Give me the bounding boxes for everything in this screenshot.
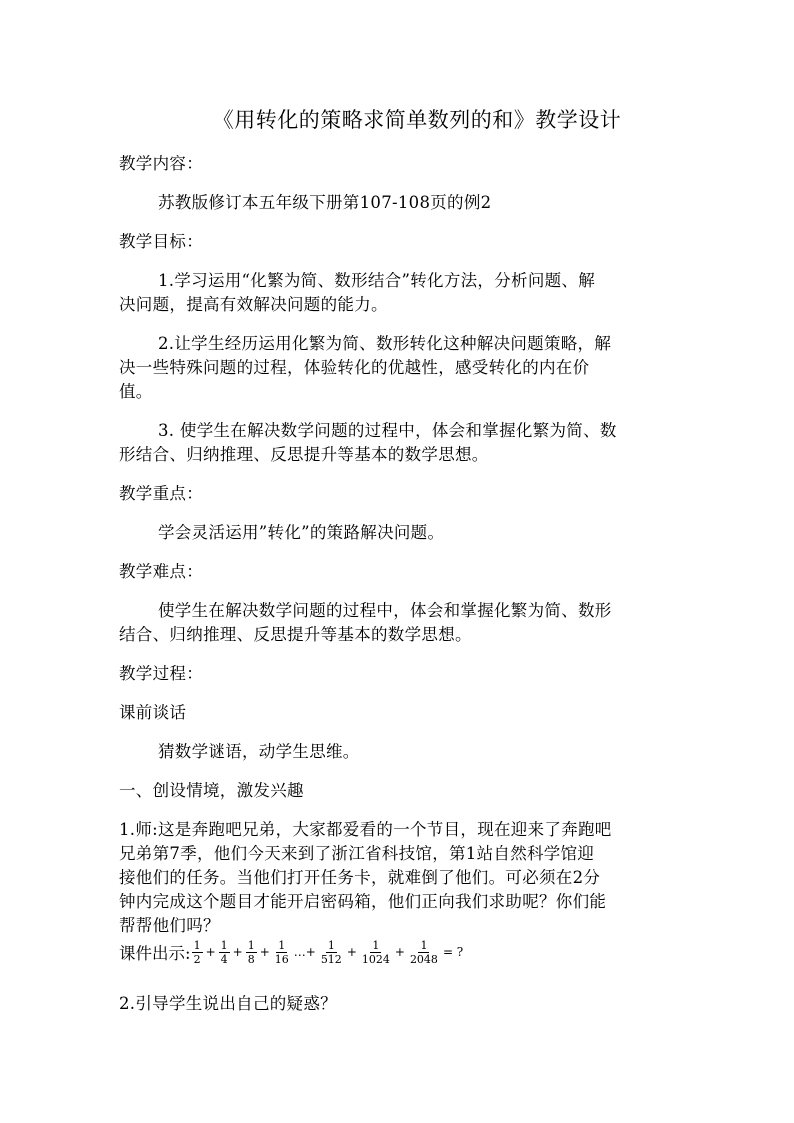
- ellipsis: …+: [293, 945, 316, 959]
- paragraph: 决问题，提高有效解决问题的能力。: [119, 295, 388, 314]
- fraction: $\frac{1}{8}$: [247, 938, 255, 966]
- section-heading-difficulties: 教学难点：: [119, 562, 203, 581]
- paragraph: 结合、归纳推理、反思提升等基本的数学思想。: [119, 625, 472, 644]
- section-heading-process: 教学过程：: [119, 664, 203, 683]
- paragraph: 接他们的任务。当他们打开任务卡，就难倒了他们。可必须在2分: [119, 868, 601, 887]
- equals-question: = ?: [442, 945, 464, 959]
- document-title: 《用转化的策略求简单数列的和》教学设计: [212, 108, 622, 132]
- paragraph: 3. 使学生在解决数学问题的过程中，体会和掌握化繁为简、数: [158, 421, 617, 440]
- plus-sign: +: [205, 945, 216, 959]
- fraction: $\frac{1}{512}$: [320, 938, 342, 966]
- fraction: $\frac{1}{2}$: [193, 938, 201, 966]
- section-heading-content: 教学内容：: [119, 154, 203, 173]
- formula-label: 课件出示:: [119, 944, 191, 963]
- paragraph: 猜数学谜语，动学生思维。: [158, 742, 360, 761]
- section-heading-objectives: 教学目标：: [119, 232, 203, 251]
- paragraph: 形结合、归纳推理、反思提升等基本的数学思想。: [119, 445, 489, 464]
- fraction: $\frac{1}{2048}$: [409, 938, 438, 966]
- paragraph: 学会灵活运用”转化”的策路解决问题。: [158, 523, 445, 542]
- paragraph: 兄弟第7季，他们今天来到了浙江省科技馆，第1站自然科学馆迎: [119, 844, 595, 863]
- plus-sign: +: [232, 945, 243, 959]
- paragraph: 2.引导学生说出自己的疑惑？: [119, 994, 337, 1013]
- paragraph: 决一些特殊问题的过程，体验转化的优越性，感受转化的内在价: [119, 358, 590, 377]
- fraction: $\frac{1}{1024}$: [361, 938, 390, 966]
- fraction: $\frac{1}{16}$: [274, 938, 289, 966]
- plus-sign: +: [394, 945, 405, 959]
- paragraph: 使学生在解决数学问题的过程中，体会和掌握化繁为简、数形: [158, 601, 612, 620]
- subheading: 一、创设情境，激发兴趣: [119, 781, 304, 800]
- plus-sign: +: [346, 945, 357, 959]
- subheading: 课前谈话: [119, 703, 187, 722]
- paragraph: 钟内完成这个题目才能开启密码箱，他们正向我们求助呢？你们能: [119, 892, 607, 911]
- paragraph: 1.师:这是奔跑吧兄弟，大家都爱看的一个节目，现在迎来了奔跑吧: [119, 820, 612, 839]
- paragraph: 1.学习运用“化繁为简、数形结合”转化方法，分析问题、解: [158, 271, 596, 290]
- fraction: $\frac{1}{4}$: [220, 938, 228, 966]
- math-formula: [119, 930, 465, 974]
- paragraph: 苏教版修订本五年级下册第107-108页的例2: [158, 193, 492, 212]
- paragraph: 帮帮他们吗？: [119, 916, 220, 935]
- section-heading-key-points: 教学重点：: [119, 484, 203, 503]
- paragraph: 值。: [119, 382, 153, 401]
- paragraph: 2.让学生经历运用化繁为简、数形转化这种解决问题策略，解: [158, 334, 612, 353]
- plus-sign: +: [259, 945, 270, 959]
